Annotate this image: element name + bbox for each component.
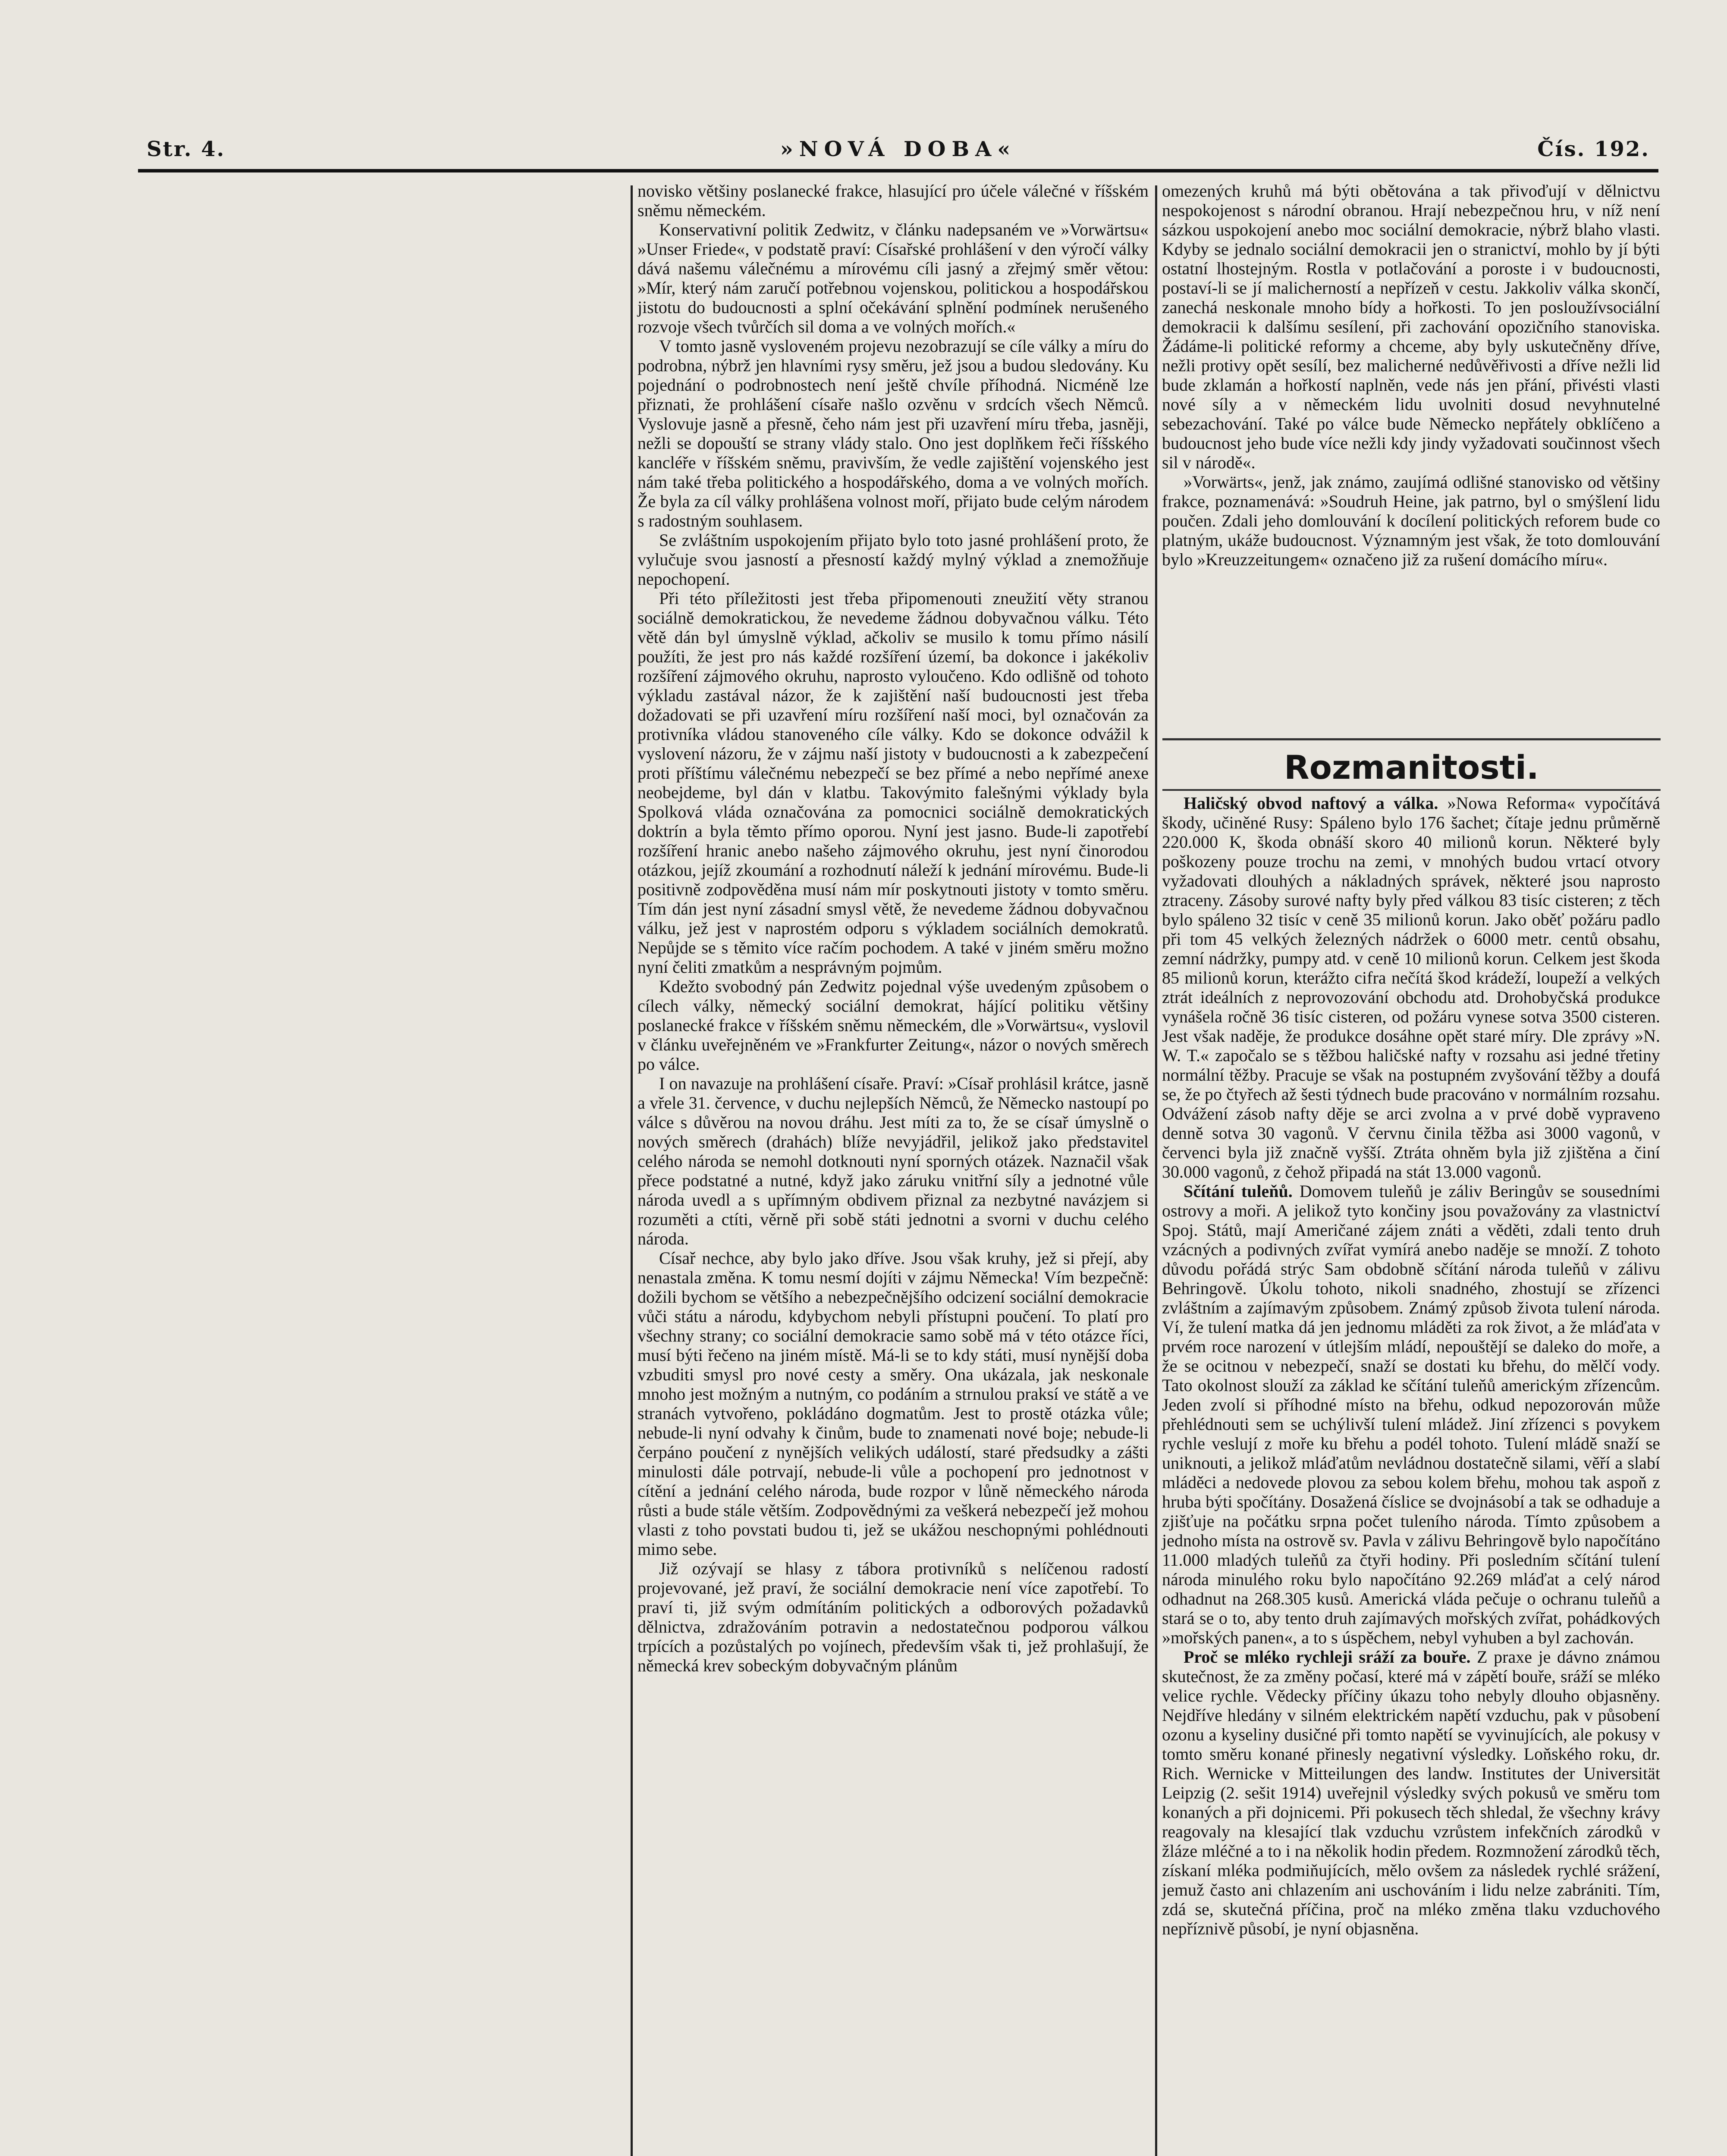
paragraph: »Vorwärts«, jenž, jak známo, zaujímá odlišné stanovisko od většiny frakce, poznamenává: »Soudruh Heine, jak patrno, byl o smýšlení lidu poučen. Zdali jeho domlouvání k docílení politických reforem bude co platným, ukáže budoucnost. Významným jest však, že toto domlouvání bylo »Kreuzzeitungem« označeno již za rušení domácího míru«. xyxy=(1162,472,1664,569)
item-text: Z praxe je dávno známou skutečnost, že za změny počasí, které má v zápětí bouře, sráží se mléko velice rychle. Vědecky příčiny úkazu toho nebyly dlouho objasněny. Nejdříve hledány v silném elektrickém napětí vzduchu, pak v působení ozonu a kyseliny dusičné při tomto napětí se vyvinujících, ale pokusy v tomto směru konané přinesly negativní výsledky. Loňského roku, dr. Rich. Wernicke v Mitteilungen des landw. Institutes der Universität Leipzig (2. sešit 1914) uveřejnil výsledky svých pokusů ve směru tom konaných a při dojnicemi. Při pokusech těch shledal, že všechny krávy reagovaly na klesající tlak vzduchu vzrůstem infekčních zárodků v žláze mléčné a to i na několik hodin předem. Rozmnožení zárodků těch, získaní mléka podmiňujících, mělo ovšem za následek rychlé srážení, jemuž často ani chlazením ani uschováním i lidu nelze zabrániti. Tím, zdá se, skutečná příčina, proč na mléko změna tlaku vzduchového nepříznivě působí, je nyní objasněna. xyxy=(1162,1647,1664,1938)
news-item xyxy=(1162,1181,1665,1647)
middle-column xyxy=(637,181,1153,2156)
section-rule-top xyxy=(1162,738,1661,740)
item-heading: Haličský obvod naftový a válka. xyxy=(1184,793,1438,813)
paragraph: Kdežto svobodný pán Zedwitz pojednal výše uvedeným způsobem o cílech války, německý sociální demokrat, hájící politiku většiny poslanecké frakce v říšském sněmu německém, dle »Vorwärtsu«, vyslovil v článku uveřejněném ve »Frankfurter Zeitung«, názor o nových směrech po válce. xyxy=(637,977,1153,1074)
header-rule xyxy=(138,169,1658,172)
newspaper-title: »NOVÁ DOBA« xyxy=(780,137,1017,161)
paragraph: novisko většiny poslanecké frakce, hlasující pro účele válečné v říšském sněmu německém. xyxy=(637,181,1153,220)
news-item xyxy=(1162,793,1664,1181)
item-heading: Sčítání tuleňů. xyxy=(1184,1181,1293,1201)
paragraph: Konservativní politik Zedwitz, v článku nadepsaném ve »Vorwärtsu« »Unser Friede«, v podstatě praví: Císařské prohlášení v den výročí války dává našemu válečnému a mírovému cíli jasný a zřejmý směr větou: »Mír, který nám zaručí potřebnou vojenskou, politickou a hospodářskou jistotu do budoucnosti a splní očekávání splnění podmínek nerušeného rozvoje všech tvůrčích sil doma a ve volných mořích.« xyxy=(637,220,1153,336)
column-divider-1 xyxy=(631,185,633,2156)
item-text: Domovem tuleňů je záliv Beringův se sousedními ostrovy a moři. A jelikož tyto končiny jsou považovány za vlastnictví Spoj. Států, mají Američané zájem znáti a věděti, zdali tento druh vzácných a podivných zvířat vymírá anebo naděje se množí. Z tohoto důvodu pořádá strýc Sam obdobně sčítání národa tuleňů v zálivu Behringově. Úkolu tohoto, nikoli snadného, zhostují se zřízenci zvláštním a zajímavým způsobem. Známý způsob života tulení národa. Ví, že tulení matka dá jen jednomu mláděti za rok život, a že mláďata v prvém roce narození v útlejším mládí, nepouštějí se daleko do moře, a že se ocitnou v nebezpečí, snaží se dostati ku břehu, do mělčí vody. Tato okolnost slouží za základ ke sčítání tuleňů americkým zřízencům. Jeden zvolí si příhodné místo na břehu, odkud nepozorován může přehlédnouti sem se uchýlivší tulení mládež. Jiní zřízenci s povykem rychle veslují z moře ku břehu a podél tohoto. Tulení mládě snaží se uniknouti, a jelikož mláďatům nevládnou dostatečně silami, věří a slabí mláděci a nedovede plovou za sebou kolem břehu, mohou tak aspoň z hruba býti spočítány. Dosažená číslice se dvojnásobí a tak se odhaduje a zjišťuje na počátku srpna počet tuleního národa. Tímto způsobem a jednoho místa na ostrově sv. Pavla v zálivu Behringově bylo napočítáno 11.000 mladých tuleňů za čtyři hodiny. Při posledním sčítání tulení národa minulého roku bylo napočítáno 92.269 mláďat a celý národ odhadnut na 268.305 kusů. Americká vláda pečuje o ochranu tuleňů a stará se o to, aby tento druh zajímavých mořských zvířat, pohádkových »mořských panen«, a to s úspěchem, nebyl vyhuben a byl zachován. xyxy=(1162,1181,1665,1647)
section-title: Rozmanitosti. xyxy=(1284,748,1539,787)
section-rule-bottom xyxy=(1162,789,1661,791)
paragraph: I on navazuje na prohlášení císaře. Praví: »Císař prohlásil krátce, jasně a vřele 31. července, v duchu nejlepších Němců, že Německo nastoupí po válce s důvěrou na novou dráhu. Jest míti za to, že se císař úmyslně o nových směrech (drahách) blíže nevyjádřil, jelikož jako představitel celého národa se nemohl dotknouti nyní sporných otázek. Naznačil však přece podstatné a nutné, když jako záruku vnitřní síly a jednotné vůle národa uvedl a s upřímným obdivem přiznal za nezbytné navázjem si rozuměti a ctíti, věrně při sobě státi jednotni a svorni v duchu celého národa. xyxy=(637,1074,1153,1248)
paragraph: Císař nechce, aby bylo jako dříve. Jsou však kruhy, jež si přejí, aby nenastala změna. K tomu nesmí dojíti v zájmu Německa! Vím bezpečně: dožili bychom se většího a nebezpečnějšího odcizení sociální demokracie vůči státu a národu, kdybychom nebyli přístupni poučení. To platí pro všechny strany; co sociální demokracie samo sobě má v této otázce říci, musí býti řečeno na jiném místě. Má-li se to kdy státi, musí nynější doba vzbuditi smysl pro nové cesty a směry. Ona ukázala, jak neskonale mnoho jest možným a nutným, co podáním a strnulou praksí ve státě a ve stranách vytvořeno, pokládáno dogmatům. Jest to prostě otázka vůle; nebude-li nyní odvahy k činům, bude to znamenati nové boje; nebude-li čerpáno poučení z nynějších velikých událostí, staré předsudky a zášti minulosti dále potrvají, nebude-li vůle a pochopení pro jednotnost v cítění a jednání celého národa, bude rozpor v lůně německého národa růsti a bude stále větším. Zodpovědnými za veškerá nebezpečí jež mohou vlasti z toho povstati budou ti, jež se ukážou neschopnými pohlédnouti mimo sebe. xyxy=(637,1248,1153,1559)
paragraph: Se zvláštním uspokojením přijato bylo toto jasné prohlášení proto, že vylučuje svou jasností a přesností každý mylný výklad a znemožňuje nepochopení. xyxy=(637,530,1153,589)
right-column-top xyxy=(1162,181,1664,737)
paragraph: Již ozývají se hlasy z tábora protivníků s nelíčenou radostí projevované, jež praví, že sociální demokracie není více zapotřebí. To praví ti, již svým odmítáním politických a odborových požadavků dělnictva, zdražováním potravin a nedostatečnou podporou válkou trpících a pozůstalých po vojínech, především však ti, jež prohlašují, že německá krev sobeckým dobyvačným plánům xyxy=(637,1559,1153,1675)
issue-number: Čís. 192. xyxy=(1537,137,1650,161)
page-number: Str. 4. xyxy=(147,137,226,161)
paragraph: Při této příležitosti jest třeba připomenouti zneužití věty stranou sociálně demokratickou, že nevedeme žádnou dobyvačnou válku. Této větě dán byl úmyslně výklad, ačkoliv se musilo k tomu přímo násilí použíti, že jest pro nás každé rozšíření území, ba dokonce i jakékoliv rozšíření zájmového okruhu, naprosto vyloučeno. Kdo odlišně od tohoto výkladu zastával názor, že k zajištění naší budoucnosti jest třeba dožadovati se při uzavření míru rozšíření naší moci, byl označován za protivníka vládou stanoveného cíle války. Kdo se dokonce odvážil k vyslovení názoru, že v zájmu naší jistoty v budoucnosti a k zabezpečení proti příštímu válečnému nebezpečí se bez přímé a nebo nepřímé anexe neobejdeme, byl dán v klatbu. Takovýmito falešnými výklady byla Spolková vláda označována za pomocnici sociálně demokratických doktrín a byla těmto přímo oporou. Nyní jest jasno. Bude-li zapotřebí rozšíření hranic anebo našeho zájmového okruhu, jest nyní činorodou otázkou, jejíž zkoumání a rozhodnutí náleží k jednání mírovému. Bude-li positivně zodpověděna musí nám mír poskytnouti jistoty v tomto směru. Tím dán jest nyní zásadní smysl větě, že nevedeme žádnou dobyvačnou válku, jež jest v naprostém odporu s výkladem sociálních demokratů. Nepůjde se s těmito více račím pochodem. A také v jiném směru možno nyní čeliti zmatkům a nesprávným pojmům. xyxy=(637,589,1153,977)
paragraph: V tomto jasně vysloveném projevu nezobrazují se cíle války a míru do podrobna, nýbrž jen hlavními rysy směru, jež jsou a budou sledovány. Ku pojednání o podrobnostech není ještě chvíle příhodná. Nicméně lze přiznati, že prohlášení císaře našlo ozvěnu v srdcích všech Němců. Vyslovuje jasně a přesně, čeho nám jest při uzavření míru třeba, jasněji, nežli se dopouští se strany vlády stalo. Ono jest doplňkem řeči říšského kancléře v říšském sněmu, pravivším, že vedle zajištění vojenského jest nám také třeba politického a hospodářského, doma a ve volných mořích. Že byla za cíl války prohlášena volnost moří, přijato bude celým národem s radostným souhlasem. xyxy=(637,336,1153,530)
news-item xyxy=(1162,1647,1664,1938)
item-text: »Nowa Reforma« vypočítává škody, učiněné Rusy: Spáleno bylo 176 šachet; čítaje jednu průměrně 220.000 K, škoda obnáší skoro 40 milionů korun. Některé byly poškozeny pouze trochu na zemi, v mnohých budou vrtací otvory vyžadovati dlouhých a nákladných správek, některé jsou naprosto ztraceny. Zásoby surové nafty byly před válkou 83 tisíc cisteren; z těch bylo spáleno 32 tisíc v ceně 35 milionů korun. Jako oběť požáru padlo při tom 45 velkých železných nádržek o 6000 metr. centů obsahu, zemní nádržky, pumpy atd. v ceně 10 milionů korun. Celkem jest škoda 85 milionů korun, kterážto cifra nečítá škod krádeží, loupeží a velkých ztrát ideálních z neprovozování obchodu atd. Drohobyčská produkce vynášela ročně 36 tisíc cisteren, od požáru vynese sotva 3500 cisteren. Jest však naděje, že produkce dosáhne opět staré míry. Dle zprávy »N. W. T.« započalo se s těžbou haličské nafty v rozsahu asi jedné třetiny normální těžby. Pracuje se však na postupném zvyšování těžby a doufá se, že po čtyřech až šesti týdnech bude pracováno v normálním rozsahu. Odvážení zásob nafty děje se arci zvolna a v prvé době vypraveno denně sotva 30 vagonů. V červnu činila těžba asi 3000 vagonů, v červenci byla již značně vyšší. Ztráta ohněm byla již zjištěna a činí 30.000 vagonů, z čehož připadá na stát 13.000 vagonů. xyxy=(1162,793,1664,1181)
item-heading: Proč se mléko rychleji sráží za bouře. xyxy=(1184,1647,1471,1667)
page-header xyxy=(147,137,1650,167)
paragraph: omezených kruhů má býti obětována a tak přivoďují v dělnictvu nespokojenost s národní obranou. Hrají nebezpečnou hru, v níž není sázkou uspokojení anebo moc sociální demokracie, nýbrž blaho vlasti. Kdyby se jednalo sociální demokracii jen o stranictví, mohlo by jí býti ostatní lhostejným. Rostla v potlačování a poroste i v budoucnosti, postaví-li se jí malicherností a nepřízeň v cestu. Jakkoliv válka skončí, zanechá neskonale mnoho bídy a hořkosti. To jen posloužívsociální demokracii k dalšímu sesílení, při zachování opozičního stanoviska. Žádáme-li politické reformy a chceme, aby byly uskutečněny dříve, nežli protivy opět sesílí, bez malicherné nedůvěřivosti a dříve nežli lid bude zklamán a hořkostí naplněn, vede nás jen přání, přivésti vlasti nové síly a v německém lidu uvolniti dosud nevyhnutelné sebezachování. Také po válce bude Německo nepřátely obklíčeno a budoucnost jeho bude více nežli kdy jindy vyžadovati součinnost všech sil v národě«. xyxy=(1162,181,1664,472)
column-divider-2 xyxy=(1155,185,1157,2156)
right-column-items xyxy=(1162,793,1665,2156)
